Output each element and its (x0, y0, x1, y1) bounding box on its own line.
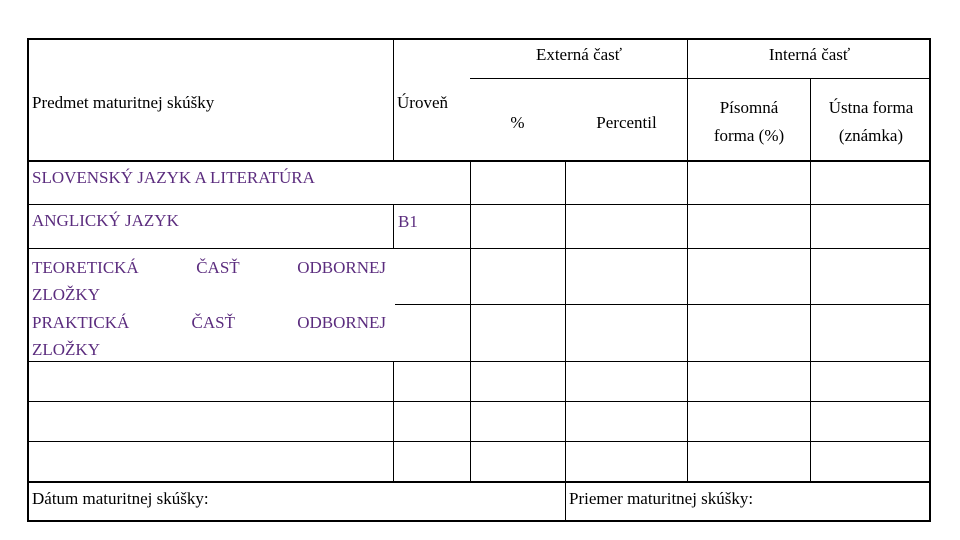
subject-cell (32, 259, 386, 276)
grid-line (393, 361, 394, 482)
grid-line (395, 304, 931, 305)
grid-line (470, 160, 471, 482)
subject-header: Predmet maturitnej skúšky (32, 93, 215, 112)
percent-header: % (510, 113, 525, 132)
oral-form-header-line1: Ústna forma (828, 98, 914, 117)
grid-line (27, 481, 931, 483)
grid-line (27, 248, 931, 249)
internal-part-header: Interná časť (768, 45, 851, 64)
level-header: Úroveň (397, 93, 448, 112)
subject-word: TEORETICKÁ (32, 258, 139, 277)
percentile-header: Percentil (596, 113, 657, 132)
subject-word: ČASŤ (191, 313, 235, 332)
written-form-header-line1: Písomná (719, 98, 779, 117)
grid-line (393, 38, 394, 161)
oral-form-header-line2: (známka) (838, 126, 904, 145)
grid-line (27, 401, 931, 402)
grid-line (27, 160, 931, 162)
exam-average-label: Priemer maturitnej skúšky: (569, 489, 754, 508)
subject-cell (32, 314, 386, 331)
written-form-header-line2: forma (%) (713, 126, 785, 145)
subject-cell: SLOVENSKÝ JAZYK A LITERATÚRA (32, 168, 315, 187)
subject-cell: ANGLICKÝ JAZYK (32, 211, 179, 230)
grid-line (470, 78, 931, 79)
grid-line (27, 441, 931, 442)
external-part-header: Externá časť (535, 45, 623, 64)
subject-cell-line2: ZLOŽKY (32, 340, 100, 359)
subject-word: PRAKTICKÁ (32, 313, 130, 332)
grid-line (27, 361, 931, 362)
subject-cell-line2: ZLOŽKY (32, 285, 100, 304)
grid-line (27, 204, 931, 205)
level-cell: B1 (398, 212, 418, 231)
exam-date-label: Dátum maturitnej skúšky: (32, 489, 209, 508)
subject-word: ČASŤ (196, 258, 240, 277)
grid-line (565, 160, 566, 522)
subject-word: ODBORNEJ (297, 258, 386, 277)
grid-line (393, 204, 394, 248)
subject-word: ODBORNEJ (297, 313, 386, 332)
